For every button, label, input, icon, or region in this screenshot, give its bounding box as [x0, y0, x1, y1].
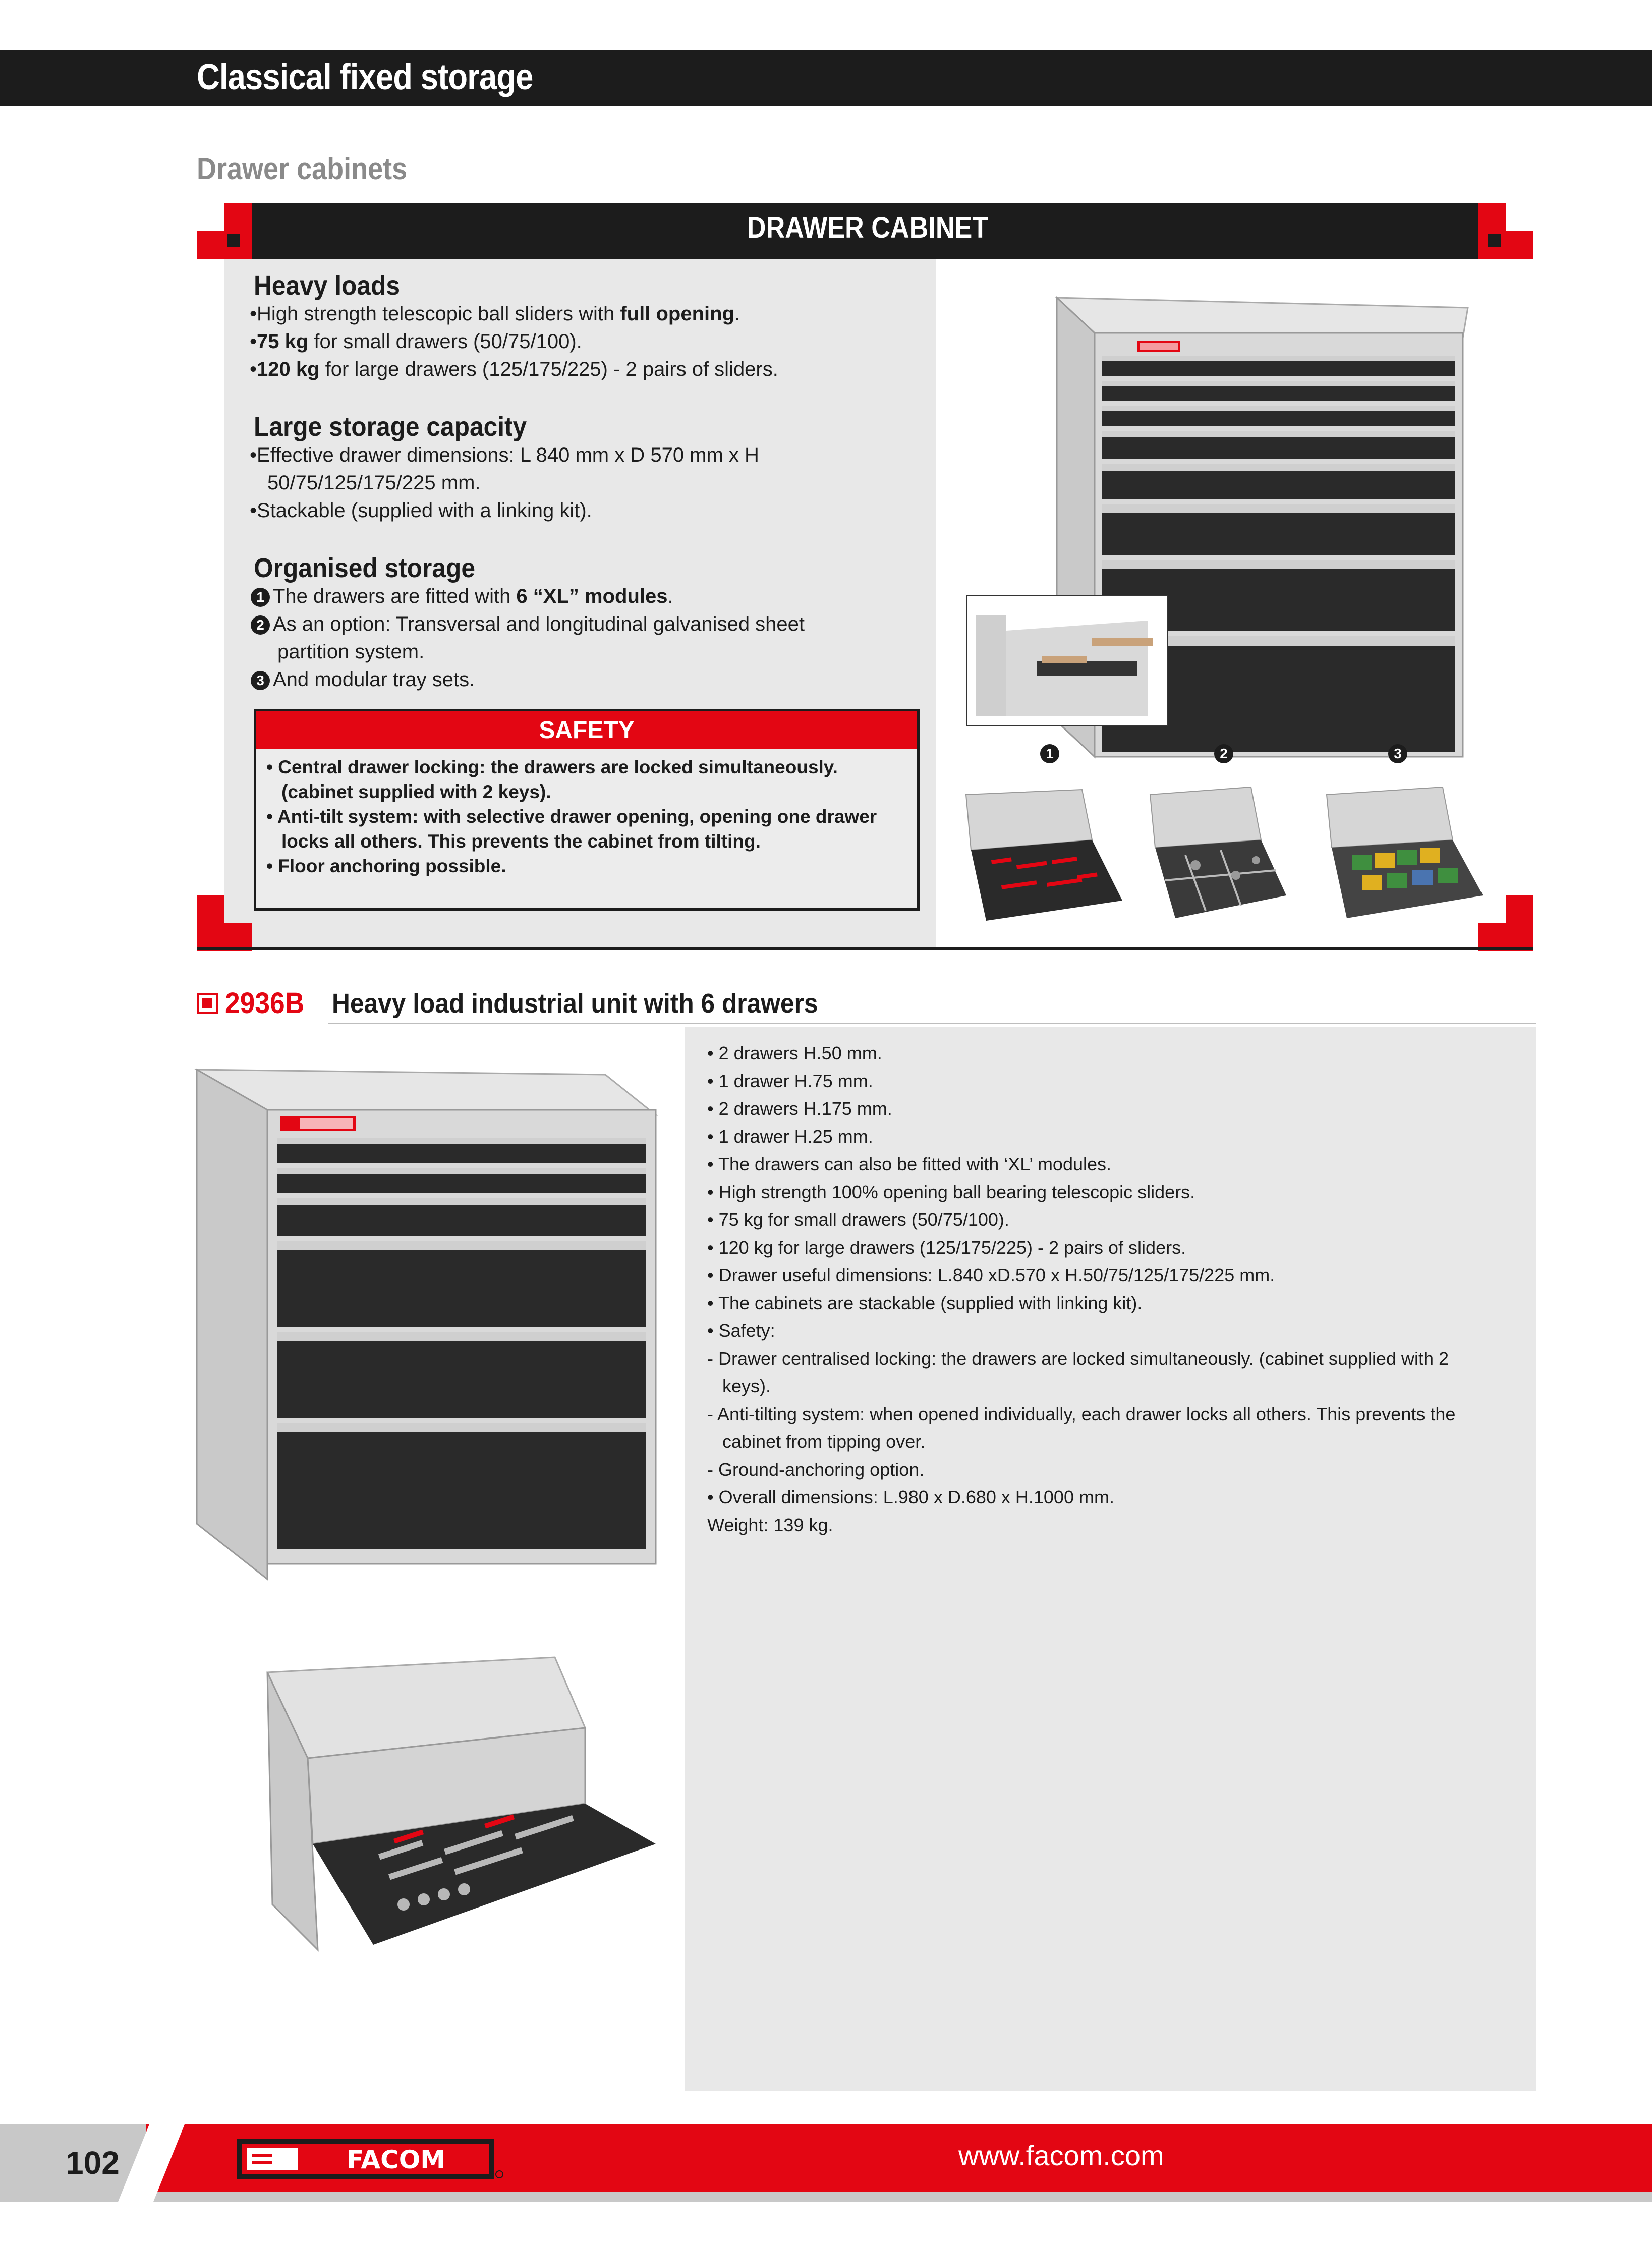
description-line: • 1 drawer H.75 mm.: [707, 1071, 873, 1091]
product-marker-fill: [202, 998, 212, 1008]
safety-line: • Central drawer locking: the drawers are locked simultaneously.: [266, 757, 838, 777]
description-line: - Anti-tilting system: when opened individually, each drawer locks all others. This prevents the: [707, 1404, 1456, 1424]
safety-line: (cabinet supplied with 2 keys).: [281, 781, 551, 802]
svg-text:FACOM: FACOM: [346, 2145, 446, 2174]
list-item: 3 And modular tray sets.: [251, 666, 475, 694]
description-line: keys).: [722, 1376, 771, 1396]
cabinet-6-drawers-image: [192, 1059, 666, 1584]
corner-square: [1488, 234, 1501, 247]
safety-box: [254, 709, 920, 911]
option-image-tray-sets: [1317, 784, 1493, 926]
safety-title: SAFETY: [256, 711, 917, 749]
facom-logo: [237, 2139, 504, 2179]
image-label: 2: [1214, 744, 1236, 763]
page-number: 102: [66, 2145, 120, 2181]
image-label: 1: [1040, 744, 1062, 763]
option-image-partitions: [1140, 784, 1296, 926]
corner-square: [227, 234, 240, 247]
heading-organised-storage: Organised storage: [254, 553, 475, 583]
product-description: [707, 1039, 1455, 1539]
description-line: Weight: 139 kg.: [707, 1515, 833, 1535]
corner-notch: [224, 895, 252, 923]
section-subtitle: Drawer cabinets: [197, 152, 408, 186]
description-line: • The cabinets are stackable (supplied with linking kit).: [707, 1293, 1143, 1313]
list-item: •120 kg for large drawers (125/175/225) - 2 pairs of sliders.: [250, 358, 778, 380]
image-label: 3: [1388, 744, 1410, 763]
number-badge: 3: [251, 671, 270, 690]
list-item: •Stackable (supplied with a linking kit).: [250, 499, 592, 522]
description-line: • 1 drawer H.25 mm.: [707, 1126, 873, 1147]
drawer-inset-image: [966, 595, 1168, 726]
page-title: Classical fixed storage: [197, 57, 533, 97]
description-line: • High strength 100% opening ball bearing telescopic sliders.: [707, 1182, 1195, 1202]
footer-strip: [174, 2192, 1652, 2202]
list-item: •75 kg for small drawers (50/75/100).: [250, 330, 582, 353]
description-line: • Drawer useful dimensions: L.840 xD.570 x H.50/75/125/175/225 mm.: [707, 1265, 1275, 1285]
description-line: • 75 kg for small drawers (50/75/100).: [707, 1209, 1009, 1230]
footer-url[interactable]: www.facom.com: [958, 2140, 1164, 2171]
option-image-xl-modules: [956, 784, 1127, 926]
cabinet-open-drawer-image: [262, 1652, 666, 1955]
description-line: - Drawer centralised locking: the drawers are locked simultaneously. (cabinet supplied with 2: [707, 1348, 1449, 1369]
description-line: cabinet from tipping over.: [722, 1431, 926, 1452]
number-badge: 2: [251, 615, 270, 635]
description-line: • The drawers can also be fitted with ‘XL’ modules.: [707, 1154, 1112, 1174]
feature-title: DRAWER CABINET: [747, 211, 989, 244]
list-item-cont: 50/75/125/175/225 mm.: [267, 472, 481, 494]
safety-line: • Floor anchoring possible.: [266, 856, 506, 876]
description-line: • Safety:: [707, 1320, 775, 1341]
list-item: 1 The drawers are fitted with 6 “XL” modules.: [251, 583, 673, 610]
list-item: •High strength telescopic ball sliders with full opening.: [250, 303, 740, 325]
list-item-cont: partition system.: [277, 641, 425, 663]
product-rule: [328, 1023, 1536, 1024]
heading-heavy-loads: Heavy loads: [254, 270, 400, 301]
number-badge: 1: [251, 588, 270, 607]
description-line: • 2 drawers H.50 mm.: [707, 1043, 882, 1063]
description-line: • 120 kg for large drawers (125/175/225) - 2 pairs of sliders.: [707, 1237, 1186, 1258]
description-line: - Ground-anchoring option.: [707, 1459, 925, 1480]
safety-line: • Anti-tilt system: with selective drawer opening, opening one drawer: [266, 806, 877, 827]
safety-line: locks all others. This prevents the cabinet from tilting.: [281, 831, 761, 852]
product-reference: 2936B: [225, 987, 305, 1020]
corner-notch: [197, 203, 224, 231]
product-title: Heavy load industrial unit with 6 drawers: [332, 988, 818, 1019]
list-item: 2 As an option: Transversal and longitudinal galvanised sheet: [251, 610, 805, 638]
list-item: •Effective drawer dimensions: L 840 mm x D 570 mm x H: [250, 444, 759, 466]
corner-notch: [1506, 203, 1533, 231]
description-line: • Overall dimensions: L.980 x D.680 x H.1000 mm.: [707, 1487, 1114, 1507]
feature-bottom-rule: [197, 947, 1533, 950]
description-line: • 2 drawers H.175 mm.: [707, 1098, 892, 1119]
heading-large-storage: Large storage capacity: [254, 412, 527, 442]
